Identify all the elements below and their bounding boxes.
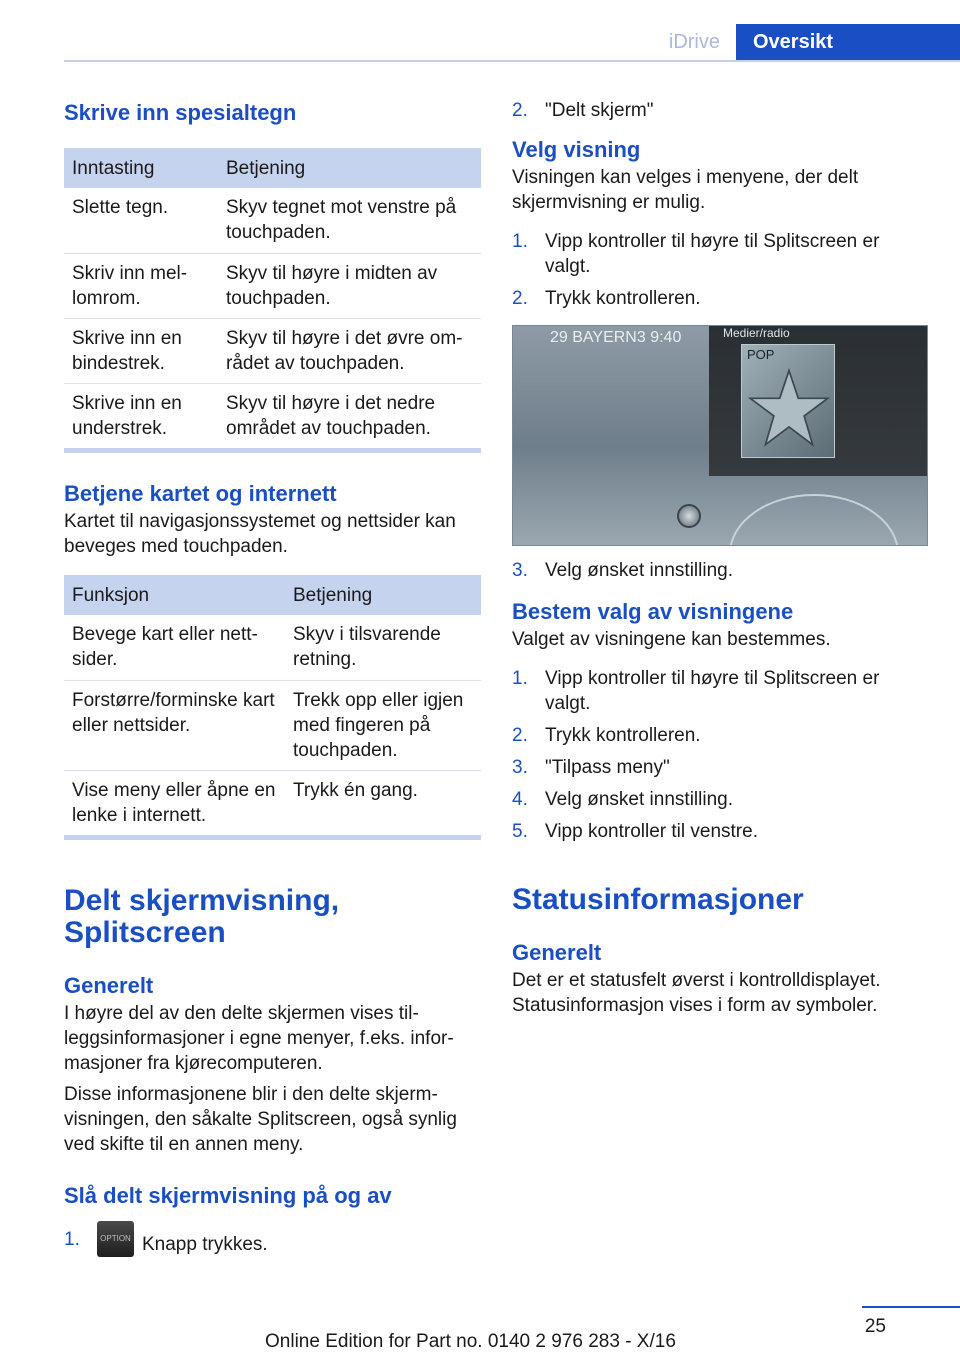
page-number: 25 bbox=[864, 1316, 886, 1337]
option-button-icon: OPTION bbox=[97, 1221, 134, 1257]
list-item bbox=[512, 558, 928, 583]
step-text: "Tilpass meny" bbox=[545, 757, 670, 778]
table-end-bar bbox=[64, 835, 481, 840]
step-text: "Delt skjerm" bbox=[545, 100, 654, 121]
list-item bbox=[512, 666, 928, 716]
section-title-bestem-valg: Bestem valg av visningene bbox=[512, 599, 794, 624]
generelt-paragraph-2: Disse informasjonene blir i den delte skjermvisningen, den såkalte Splitscreen, også synlig ved skifte til en annen meny. bbox=[64, 1084, 457, 1155]
edition-text: Online Edition for Part no. 0140 2 976 283 - X/16 bbox=[265, 1331, 676, 1352]
step-text: Vipp kontroller til høyre til Splitscreen er valgt. bbox=[545, 668, 880, 714]
list-item bbox=[512, 286, 928, 311]
table-cell: Skrive inn en understrek. bbox=[72, 392, 182, 439]
table-row bbox=[64, 680, 481, 770]
splitscreen-display-image bbox=[512, 325, 928, 546]
velg-visning-text: Visningen kan velges i menyene, der delt skjermvisning er mulig. bbox=[512, 167, 859, 213]
left-column bbox=[64, 98, 481, 1270]
step-text: Trykk kontrolleren. bbox=[545, 288, 701, 309]
table-header: Inntasting bbox=[64, 148, 218, 188]
section-text-kart: Kartet til navigasjonssystemet og nettsider kan beveges med touchpaden. bbox=[64, 511, 456, 557]
table-row bbox=[64, 615, 481, 680]
table-cell: Skyv i tilsvarende retning. bbox=[285, 615, 481, 680]
steps-bestem-valg bbox=[512, 666, 928, 844]
steps-sla bbox=[64, 1227, 481, 1263]
radio-status-text: 29 BAYERN3 9:40 bbox=[550, 329, 682, 346]
step-text: Vipp kontroller til høyre til Splitscreen er valgt. bbox=[545, 231, 880, 277]
footer-divider bbox=[862, 1306, 960, 1308]
table-header: Funksjon bbox=[64, 575, 285, 615]
status-text: Det er et statusfelt øverst i kontrolldisplayet. Statusinformasjon vises i form av symboler. bbox=[512, 970, 881, 1016]
header-divider bbox=[64, 60, 960, 62]
table-cell: Skrive inn en bindestrek. bbox=[64, 318, 218, 383]
album-cover-label: POP bbox=[747, 347, 775, 362]
list-item bbox=[512, 755, 928, 780]
step-text: Velg ønsket innstilling. bbox=[545, 560, 733, 581]
section-title-sla-av-pa: Slå delt skjermvisning på og av bbox=[64, 1183, 392, 1208]
table-cell: Trykk én gang. bbox=[293, 779, 418, 801]
list-item bbox=[512, 98, 928, 123]
table-cell: Vise meny eller åpne en lenke i internett. bbox=[72, 779, 276, 826]
list-item bbox=[64, 1227, 481, 1263]
table-row bbox=[64, 770, 481, 835]
section-title-velg-visning: Velg visning bbox=[512, 137, 641, 162]
list-item bbox=[512, 819, 928, 844]
table-cell: Bevege kart eller nettsider. bbox=[64, 615, 285, 680]
step-number: 4. bbox=[512, 789, 528, 810]
table-row bbox=[64, 383, 481, 448]
table-header: Betjening bbox=[285, 575, 481, 615]
table-header-row bbox=[64, 148, 481, 188]
table-cell: Skyv til høyre i det nedre området av touchpaden. bbox=[226, 392, 436, 439]
table-cell: Trekk opp eller igjen med fingeren på touchpaden. bbox=[285, 680, 481, 770]
gauge-arc bbox=[729, 494, 899, 546]
chapter-title-status: Statusinformasjoner bbox=[512, 883, 804, 916]
step-text: Trykk kontrolleren. bbox=[545, 725, 701, 746]
table-end-bar bbox=[64, 448, 481, 453]
bestem-valg-text: Valget av visningene kan bestemmes. bbox=[512, 629, 831, 650]
table-row bbox=[64, 318, 481, 383]
step-number: 1. bbox=[512, 231, 528, 252]
table-cell: Skriv inn mellomrom. bbox=[64, 253, 218, 318]
table-row bbox=[64, 253, 481, 318]
tab-oversikt[interactable]: Oversikt bbox=[736, 24, 960, 60]
step-number: 1. bbox=[512, 668, 528, 689]
section-title-status-generelt: Generelt bbox=[512, 940, 602, 965]
table-row bbox=[64, 188, 481, 253]
step-number: 3. bbox=[512, 560, 528, 581]
step-number: 2. bbox=[512, 725, 528, 746]
table-cell: Forstørre/forminske kart eller nettsider. bbox=[64, 680, 285, 770]
list-item bbox=[512, 787, 928, 812]
step-number: 3. bbox=[512, 757, 528, 778]
steps-continued bbox=[512, 98, 928, 123]
step-text: Vipp kontroller til venstre. bbox=[545, 821, 758, 842]
step-number: 2. bbox=[512, 288, 528, 309]
section-title-kart: Betjene kartet og internett bbox=[64, 481, 337, 506]
table-cell: Skyv tegnet mot venstre på touchpaden. bbox=[218, 188, 481, 253]
step-text: Velg ønsket innstilling. bbox=[545, 789, 733, 810]
steps-velg-visning bbox=[512, 229, 928, 311]
list-item bbox=[512, 723, 928, 748]
step-number: 2. bbox=[512, 100, 528, 121]
table-cell: Slette tegn. bbox=[64, 188, 218, 253]
table-header: Betjening bbox=[218, 148, 481, 188]
tab-idrive[interactable]: iDrive bbox=[668, 31, 720, 53]
table-kart bbox=[64, 575, 481, 835]
right-column bbox=[512, 98, 928, 1018]
table-spesialtegn bbox=[64, 148, 481, 448]
star-icon bbox=[746, 368, 832, 448]
controller-knob-icon bbox=[677, 504, 701, 528]
step-number: 5. bbox=[512, 821, 528, 842]
split-panel-label: Medier/radio bbox=[723, 326, 790, 340]
generelt-paragraph-1: I høyre del av den delte skjermen vises tilleggsinformasjoner i egne menyer, f.eks. informasjoner fra kjørecomputeren. bbox=[64, 1003, 454, 1074]
step-text: Knapp trykkes. bbox=[142, 1234, 268, 1256]
page-header bbox=[64, 24, 960, 62]
section-title-generelt: Generelt bbox=[64, 973, 154, 998]
table-header-row bbox=[64, 575, 481, 615]
table-cell: Skyv til høyre i midten av touchpaden. bbox=[218, 253, 481, 318]
table-cell: Skyv til høyre i det øvre området av touchpaden. bbox=[218, 318, 481, 383]
section-title-spesialtegn: Skrive inn spesialtegn bbox=[64, 100, 297, 125]
steps-velg-visning-end bbox=[512, 558, 928, 583]
list-item bbox=[512, 229, 928, 279]
step-number: 1. bbox=[64, 1229, 80, 1250]
chapter-title-splitscreen: Delt skjermvisning, Splitscreen bbox=[64, 884, 340, 949]
